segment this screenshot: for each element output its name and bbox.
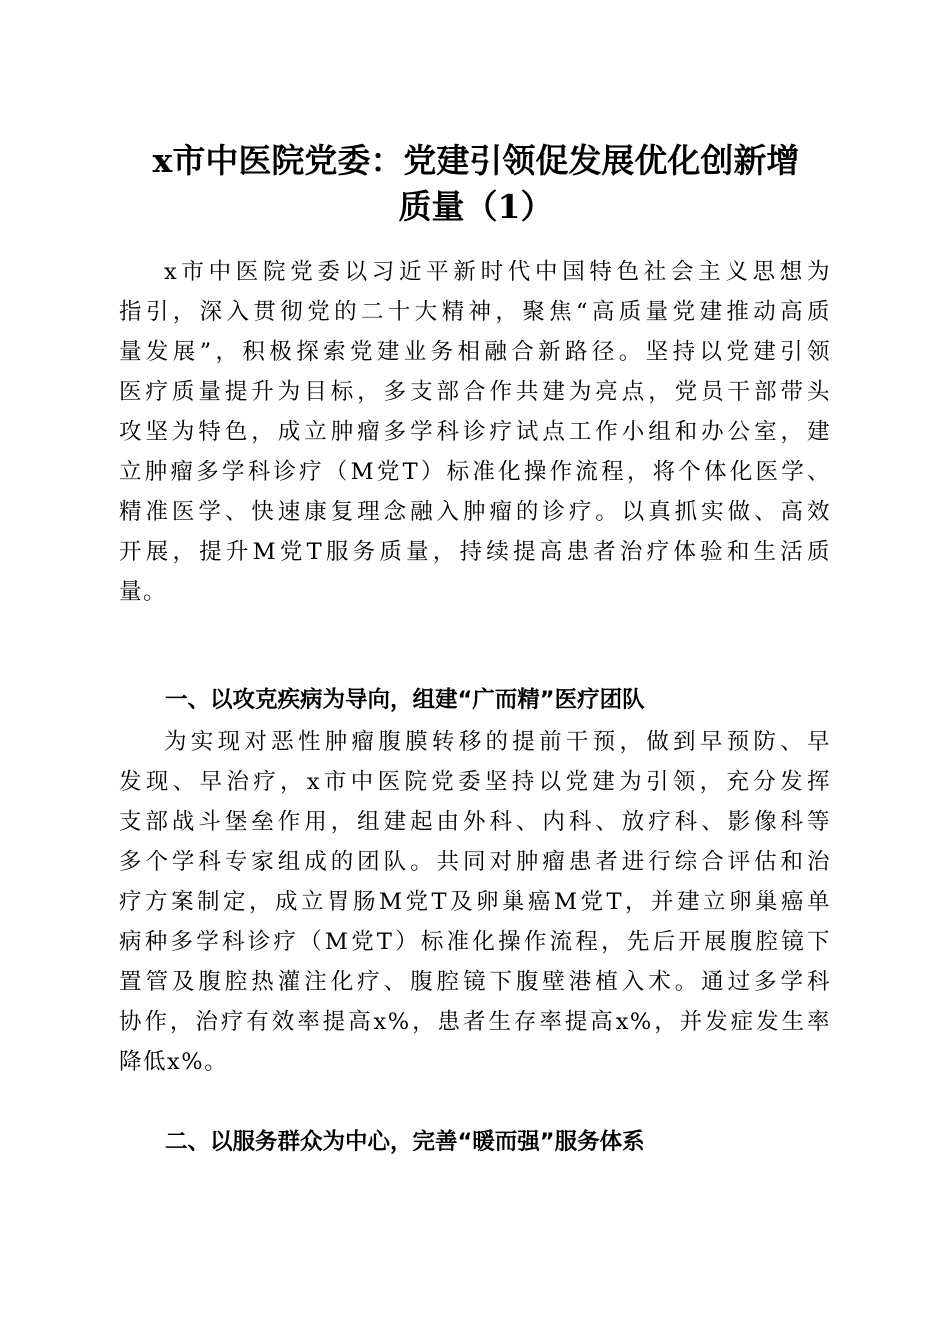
paragraph-line: 量。 <box>119 579 168 605</box>
paragraph-line: 指引，深入贯彻党的二十大精神，聚焦“高质量党建推动高质 <box>119 299 831 325</box>
paragraph-line: 多个学科专家组成的团队。共同对肿瘤患者进行综合评估和治 <box>119 849 831 875</box>
paragraph-line: x市中医院党委以习近平新时代中国特色社会主义思想为 <box>164 259 831 285</box>
paragraph-line: 攻坚为特色，成立肿瘤多学科诊疗试点工作小组和办公室，建 <box>119 419 831 445</box>
section-heading-1: 一、以攻克疾病为导向，组建“广而精”医疗团队 <box>165 687 645 713</box>
paragraph-line: 降低x%。 <box>119 1049 229 1075</box>
document-title <box>118 138 834 230</box>
paragraph-line: 发现、早治疗，x市中医院党委坚持以党建为引领，充分发挥 <box>119 769 831 795</box>
paragraph-line: 协作，治疗有效率提高x%，患者生存率提高x%，并发症发生率 <box>119 1009 831 1035</box>
paragraph-line: 置管及腹腔热灌注化疗、腹腔镜下腹壁港植入术。通过多学科 <box>119 969 831 995</box>
title-line-1: x市中医院党委：党建引领促发展优化创新增 <box>152 141 800 180</box>
intro-paragraph <box>119 252 831 612</box>
section-1-paragraph <box>119 722 831 1082</box>
paragraph-line: 医疗质量提升为目标，多支部合作共建为亮点，党员干部带头 <box>119 379 831 405</box>
paragraph-line: 为实现对恶性肿瘤腹膜转移的提前干预，做到早预防、早 <box>164 729 831 755</box>
paragraph-line: 量发展”，积极探索党建业务相融合新路径。坚持以党建引领 <box>119 339 831 365</box>
paragraph-line: 病种多学科诊疗（M党T）标准化操作流程，先后开展腹腔镜下 <box>119 929 831 955</box>
paragraph-line: 立肿瘤多学科诊疗（M党T）标准化操作流程，将个体化医学、 <box>119 459 831 485</box>
paragraph-line: 精准医学、快速康复理念融入肿瘤的诊疗。以真抓实做、高效 <box>119 499 831 525</box>
title-line-2: 质量（1） <box>398 187 554 226</box>
paragraph-line: 支部战斗堡垒作用，组建起由外科、内科、放疗科、影像科等 <box>119 809 831 835</box>
paragraph-line: 开展，提升M党T服务质量，持续提高患者治疗体验和生活质 <box>119 539 831 565</box>
section-heading-2: 二、以服务群众为中心，完善“暖而强”服务体系 <box>165 1129 645 1155</box>
paragraph-line: 疗方案制定，成立胃肠M党T及卵巢癌M党T，并建立卵巢癌单 <box>119 889 831 915</box>
